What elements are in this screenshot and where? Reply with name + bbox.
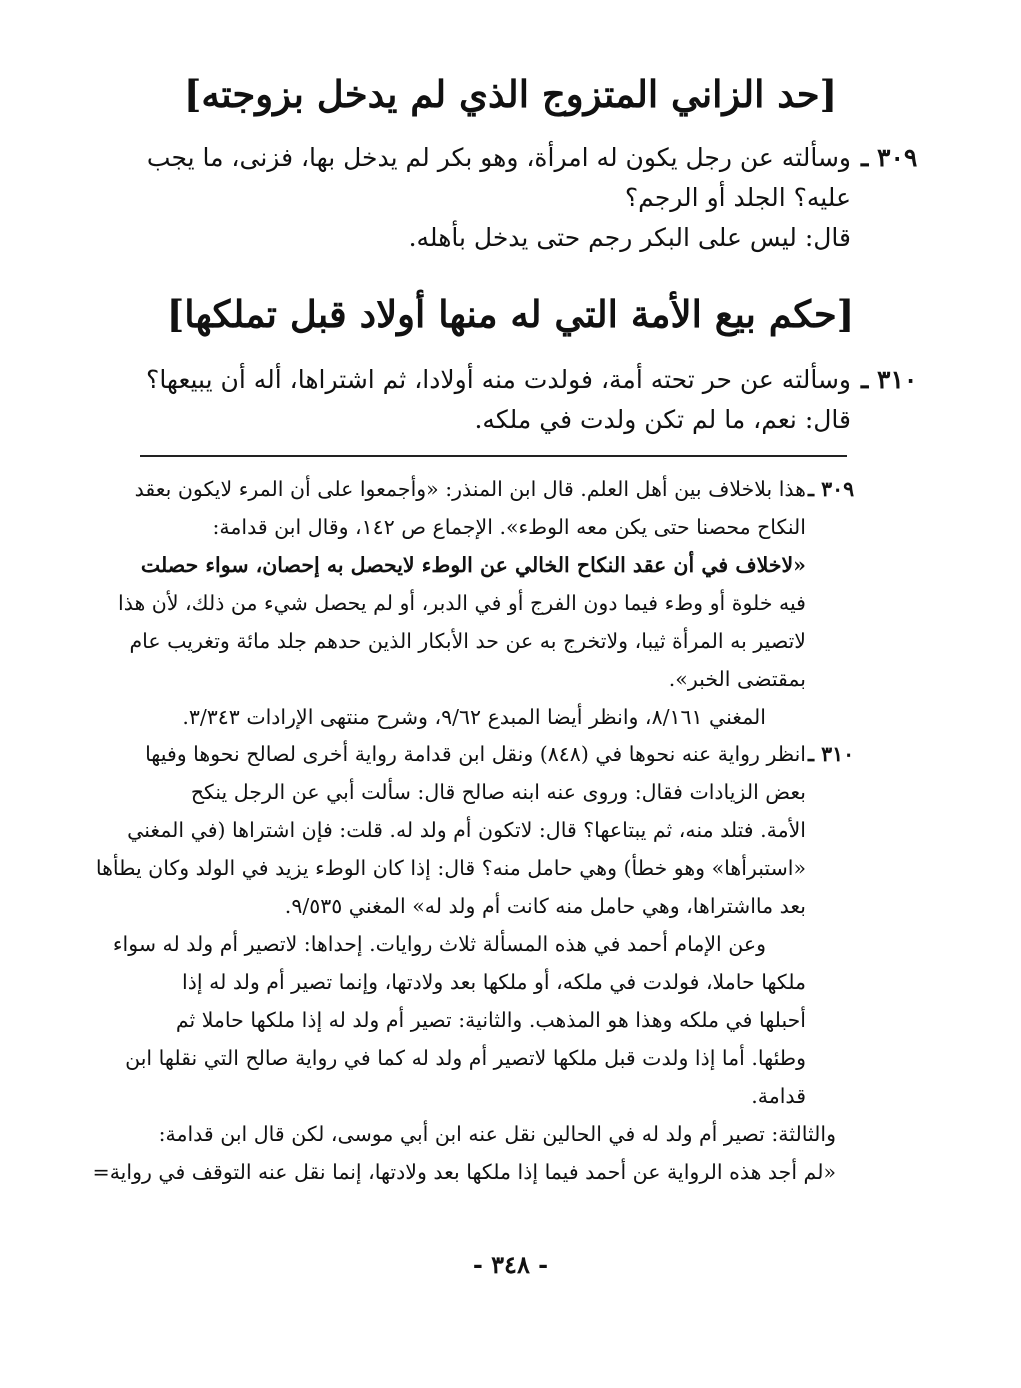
footnote-310: [92, 735, 855, 1191]
page-number: - ٣٤٨ -: [472, 1250, 549, 1279]
footnote-line: النكاح محصنا حتى يكن معه الوطء». الإجماع ص ١٤٢، وقال ابن قدامة:: [212, 515, 806, 539]
footnote-line: «لم أجد هذه الرواية عن أحمد فيما إذا ملكها بعد ولادتها، إنما نقل عنه التوقف في رواية=: [92, 1160, 836, 1184]
question-number: ٣١٠ ـ: [861, 365, 918, 394]
footnote-line: وطئها. أما إذا ولدت قبل ملكها لاتصير أم ولد له كما في رواية صالح التي نقلها ابن: [125, 1046, 806, 1070]
question-line: عليه؟ الجلد أو الرجم؟: [624, 183, 851, 212]
footnote-line: بعد مااشتراها، وهي حامل منه كانت أم ولد له» المغني ٩/٥٣٥.: [284, 894, 806, 918]
footnote-line: بمقتضى الخبر».: [668, 667, 806, 691]
footnote-line: الأمة. فتلد منه، ثم يبتاعها؟ قال: لاتكون أم ولد له. قلت: فإن اشتراها (في المغني: [127, 818, 806, 842]
section-heading-2: [حكم بيع الأمة التي له منها أولاد قبل تملكها]: [166, 292, 855, 336]
footnote-line: لاتصير به المرأة ثيبا، ولاتخرج به عن حد الأبكار الذين حدهم جلد مائة وتغريب عام: [129, 629, 806, 653]
footnote-line: والثالثة: تصير أم ولد له في الحالين نقل عنه ابن أبي موسى، لكن قال ابن قدامة:: [158, 1122, 836, 1146]
footnote-line: «لاخلاف في أن عقد النكاح الخالي عن الوطء لايحصل به إحصان، سواء حصلت: [140, 553, 806, 577]
footnote-number: ٣٠٩ ـ: [808, 477, 855, 501]
section-heading-1: [حد الزاني المتزوج الذي لم يدخل بزوجته]: [183, 72, 838, 116]
question-line: وسألته عن حر تحته أمة، فولدت منه أولادا، ثم اشتراها، أله أن يبيعها؟: [146, 365, 851, 394]
footnote-line: «استبرأها» وهو خطأ) وهي حامل منه؟ قال: إذا كان الوطء يزيد في الولد وكان يطأها: [95, 856, 806, 880]
footnote-line: ملكها حاملا، فولدت في ملكه، أو ملكها بعد ولادتها، وإنما تصير أم ولد له إذا: [182, 970, 806, 994]
question-310: [60, 360, 918, 440]
footnote-reference: المغني ٨/١٦١، وانظر أيضا المبدع ٩/٦٢، وشرح منتهى الإرادات ٣/٣٤٣.: [182, 705, 766, 729]
question-line: وسألته عن رجل يكون له امرأة، وهو بكر لم يدخل بها، فزنى، ما يجب: [146, 143, 851, 172]
question-number: ٣٠٩ ـ: [861, 143, 918, 172]
footnote-line: انظر رواية عنه نحوها في (٨٤٨) ونقل ابن قدامة رواية أخرى لصالح نحوها وفيها: [145, 742, 806, 766]
answer-line: قال: نعم، ما لم تكن ولدت في ملكه.: [474, 405, 851, 434]
answer-line: قال: ليس على البكر رجم حتى يدخل بأهله.: [408, 223, 851, 252]
footnote-line: فيه خلوة أو وطء فيما دون الفرج أو في الدبر، أو لم يحصل شيء من ذلك، لأن هذا: [118, 591, 806, 615]
question-309: [60, 138, 918, 258]
footnote-number: ٣١٠ ـ: [808, 742, 855, 766]
footnote-line: أحبلها في ملكه وهذا هو المذهب. والثانية: تصير أم ولد له إذا ملكها حاملا ثم: [175, 1008, 806, 1032]
footnote-line: هذا بلاخلاف بين أهل العلم. قال ابن المنذر: «وأجمعوا على أن المرء لايكون بعقد: [134, 477, 806, 501]
footnote-separator: [140, 455, 847, 457]
footnote-line: قدامة.: [751, 1084, 806, 1108]
footnote-line: بعض الزيادات فقال: وروى عنه ابنه صالح قال: سألت أبي عن الرجل ينكح: [190, 780, 806, 804]
footnote-309: [118, 470, 855, 736]
footnote-line: وعن الإمام أحمد في هذه المسألة ثلاث روايات. إحداها: لاتصير أم ولد له سواء: [112, 932, 766, 956]
